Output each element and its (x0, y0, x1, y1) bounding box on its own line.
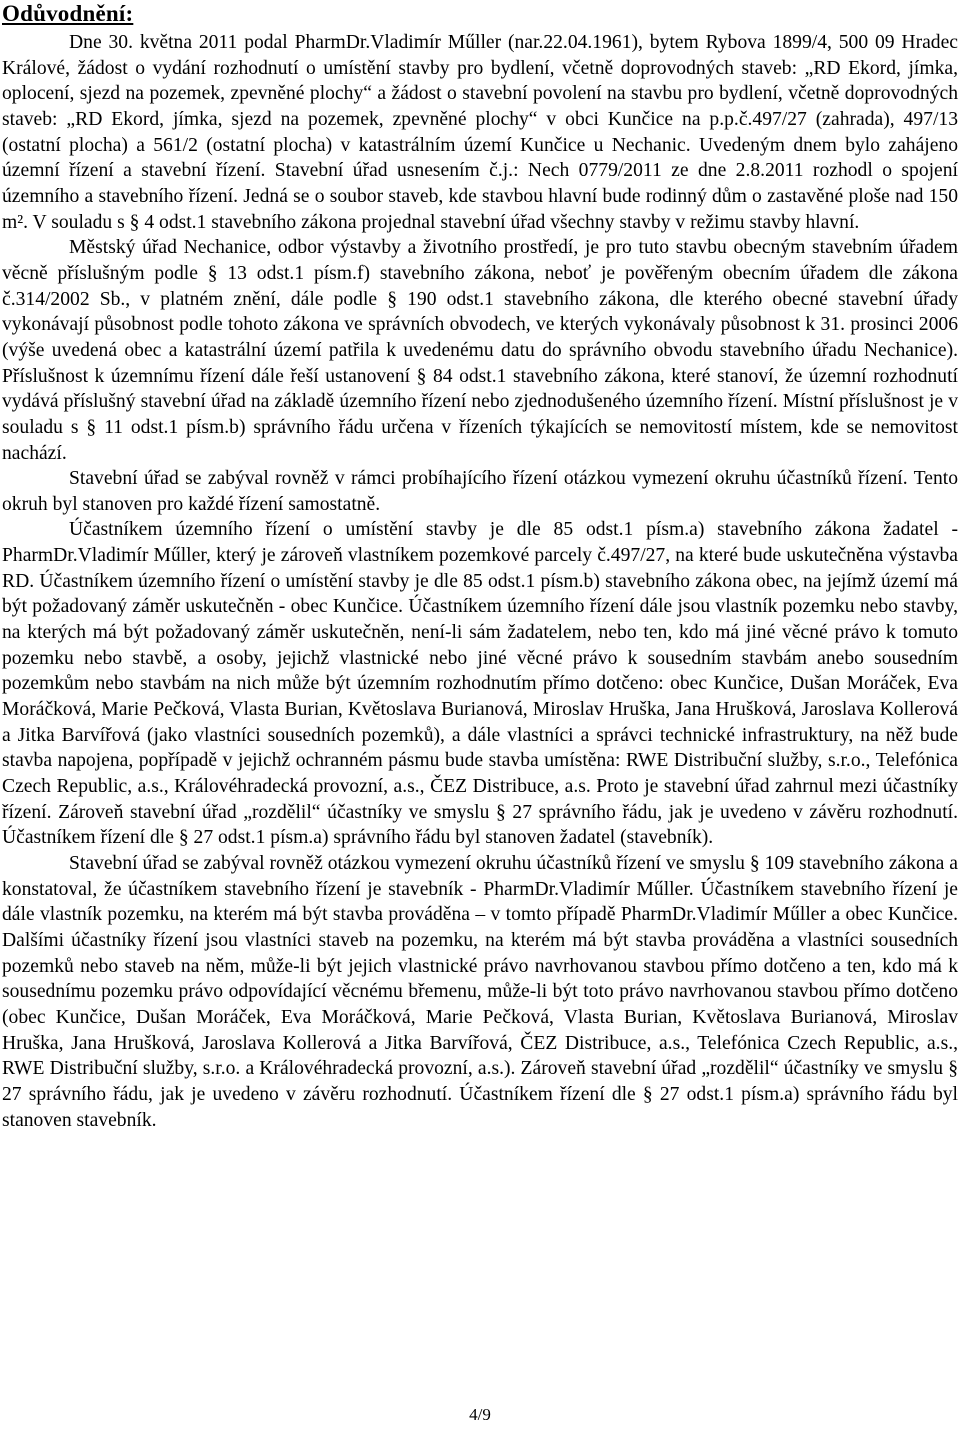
paragraph-participants-scope: Stavební úřad se zabýval rovněž v rámci probíhajícího řízení otázkou vymezení okruhu účastníků řízení. Tento okruh byl stanoven pro každé řízení samostatně. (2, 468, 958, 515)
paragraph-jurisdiction: Městský úřad Nechanice, odbor výstavby a životního prostředí, je pro tuto stavbu obecným stavebním úřadem věcně příslušným podle § 13 odst.1 písm.f) stavebního zákona, neboť je pověřeným obecním úřadem dle zákona č.314/2002 Sb., v platném znění, dále podle § 190 odst.1 stavebního zákona, dle kterého obecné stavební úřady vykonávají působnost podle tohoto zákona ve správních obvodech, ve kterých vykonávaly působnost k 31. prosinci 2006 (výše uvedená obec a katastrální území patřila k uvedenému datu do správního obvodu stavebního úřadu Nechanice). Příslušnost k územnímu řízení dále řeší ustanovení § 84 odst.1 stavebního zákona, které stanoví, že územní rozhodnutí vydává příslušný stavební úřad na základě územního řízení nebo zjednodušeného územního řízení. Místní příslušnost je v souladu s § 11 odst.1 písm.b) správního řádu určena v řízeních týkajících se nemovitostí místem, kde se nemovitost nachází. (2, 237, 958, 464)
paragraph-building-participants: Stavební úřad se zabýval rovněž otázkou vymezení okruhu účastníků řízení ve smyslu § 109 stavebního zákona a konstatoval, že účastníkem stavebního řízení je stavebník - PharmDr.Vladimír Műller. Účastníkem stavebního řízení je dále vlastník pozemku, na kterém má být stavba prováděna – v tomto případě PharmDr.Vladimír Műller a obec Kunčice. Dalšími účastníky řízení jsou vlastníci staveb na pozemku, na kterém má být stavba prováděna a vlastníci sousedních pozemků nebo staveb na něm, může-li být jejich vlastnické právo navrhovanou stavbou přímo dotčeno a ten, kdo má k sousednímu pozemku právo odpovídající věcnému břemenu, může-li být toto právo navrhovanou stavbou přímo dotčeno (obec Kunčice, Dušan Moráček, Eva Moráčková, Marie Pečková, Vlasta Burian, Květoslava Burianová, Miroslav Hruška, Jana Hrušková, Jaroslava Kollerová a Jitka Barvířová, ČEZ Distribuce, a.s., Telefónica Czech Republic, a.s., RWE Distribuční služby, s.r.o. a Královéhradecká provozní, a.s.). Zároveň stavební úřad „rozdělil“ účastníky ve smyslu § 27 správního řádu, jak je uvedeno v závěru rozhodnutí. Účastníkem řízení dle § 27 odst.1 písm.a) správního řádu byl stanoven stavebník. (2, 853, 958, 1131)
document-page (2, 0, 958, 1133)
paragraph-zoning-participants: Účastníkem územního řízení o umístění stavby je dle 85 odst.1 písm.a) stavebního zákona žadatel - PharmDr.Vladimír Műller, který je zároveň vlastníkem pozemkové parcely č.497/27, na které bude uskutečněna výstavba RD. Účastníkem územního řízení o umístění stavby je dle 85 odst.1 písm.b) stavebního zákona obec, na jejímž území má být požadovaný záměr uskutečněn - obec Kunčice. Účastníkem územního řízení dále jsou vlastník pozemku nebo stavby, na kterých má být požadovaný záměr uskutečněn, není-li sám žadatelem, nebo ten, kdo má jiné věcné právo k tomuto pozemku nebo stavbě, a osoby, jejichž vlastnické nebo jiné věcné právo k sousedním stavbám anebo sousedním pozemkům nebo stavbám na nich může být územním rozhodnutím přímo dotčeno: obec Kunčice, Dušan Moráček, Eva Moráčková, Marie Pečková, Vlasta Burian, Květoslava Burianová, Miroslav Hruška, Jana Hrušková, Jaroslava Kollerová a Jitka Barvířová (jako vlastníci sousedních pozemků), a dále vlastníci a správci technické infrastruktury, na něž bude stavba napojena, popřípadě v jejichž ochranném pásmu bude stavba umístěna: RWE Distribuční služby, s.r.o., Telefónica Czech Republic, a.s., Královéhradecká provozní, a.s., ČEZ Distribuce, a.s. Proto je stavební úřad zahrnul mezi účastníky řízení. Zároveň stavební úřad „rozdělil“ účastníky ve smyslu § 27 správního řádu, jak je uvedeno v závěru rozhodnutí. Účastníkem řízení dle § 27 odst.1 písm.a) správního řádu byl stanoven žadatel (stavebník). (2, 519, 958, 849)
paragraph-application: Dne 30. května 2011 podal PharmDr.Vladimír Műller (nar.22.04.1961), bytem Rybova 1899/4, 500 09 Hradec Králové, žádost o vydání rozhodnutí o umístění stavby pro bydlení, včetně doprovodných staveb: „RD Ekord, jímka, oplocení, sjezd na pozemek, zpevněné plochy“ a žádost o stavební povolení na stavbu pro bydlení, včetně doprovodných staveb: „RD Ekord, jímka, sjezd na pozemek, zpevněné plochy“ v obci Kunčice na p.p.č.497/27 (zahrada), 497/13 (ostatní plocha) a 561/2 (ostatní plocha) v katastrálním území Kunčice u Nechanic. Uvedeným dnem bylo zahájeno územní řízení a stavební řízení. Stavební úřad usnesením č.j.: Nech 0779/2011 ze dne 2.8.2011 rozhodl o spojení územního a stavebního řízení. Jedná se o soubor staveb, kde stavbou hlavní bude rodinný dům o zastavěné ploše nad 150 m². V souladu s § 4 odst.1 stavebního zákona projednal stavební úřad všechny stavby v režimu stavby hlavní. (2, 32, 958, 233)
section-heading: Odůvodnění: (2, 1, 134, 26)
page-number: 4/9 (469, 1405, 491, 1424)
